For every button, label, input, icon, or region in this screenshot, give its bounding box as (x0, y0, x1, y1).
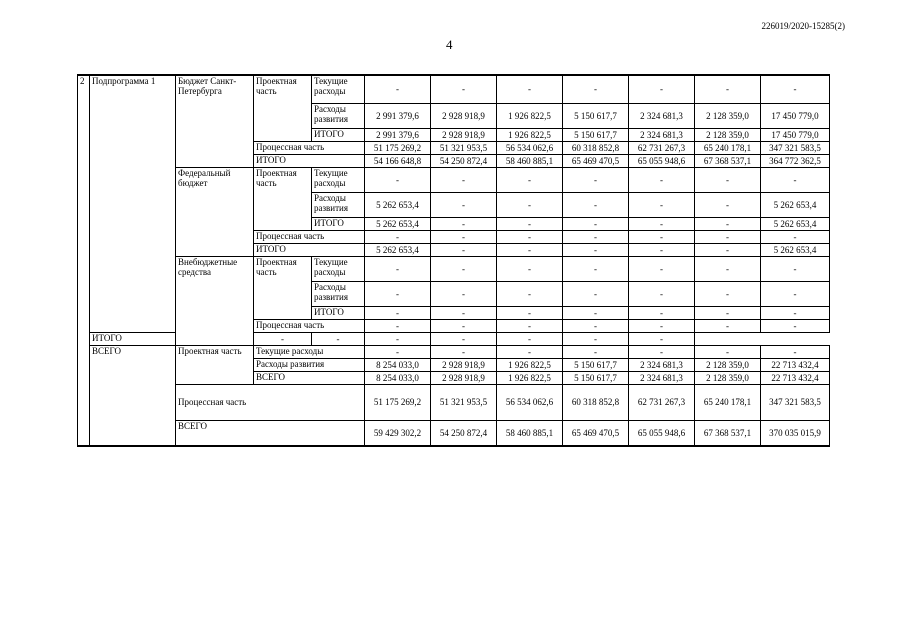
cell: 364 772 362,5 (761, 154, 830, 167)
cell: - (761, 345, 830, 358)
cell: - (761, 230, 830, 243)
table-row (78, 332, 830, 345)
cell: - (365, 332, 431, 345)
cell: 2 928 918,9 (431, 371, 497, 384)
program-name: Подпрограмма 1 (90, 75, 176, 332)
cell: - (695, 319, 761, 332)
cell: 5 150 617,7 (563, 358, 629, 371)
cell: - (497, 281, 563, 306)
cell: 22 713 432,4 (761, 371, 830, 384)
cell: - (431, 230, 497, 243)
proj-label: Проектная часть (254, 167, 312, 230)
cell: 51 321 953,5 (431, 141, 497, 154)
cell: 5 262 653,4 (761, 192, 830, 217)
cell: 65 240 178,1 (695, 141, 761, 154)
cell: 2 128 359,0 (695, 103, 761, 128)
current-label: Текущие расходы (312, 75, 365, 103)
cell: 51 321 953,5 (431, 384, 497, 420)
cell: - (761, 256, 830, 281)
table-row (78, 384, 830, 420)
cell: 58 460 885,1 (497, 420, 563, 446)
vsego-label: ВСЕГО (176, 420, 365, 446)
cell: - (695, 192, 761, 217)
cell: - (431, 281, 497, 306)
cell: 347 321 583,5 (761, 141, 830, 154)
itogo-label: ИТОГО (312, 217, 365, 230)
source-spb: Бюджет Санкт-Петербурга (176, 75, 254, 167)
itogo-label: ИТОГО (254, 154, 365, 167)
cell: - (365, 345, 431, 358)
cell: - (365, 281, 431, 306)
cell: 2 928 918,9 (431, 358, 497, 371)
process-label: Процессная часть (254, 141, 365, 154)
cell: - (629, 306, 695, 319)
table-row (78, 420, 830, 446)
cell: - (629, 256, 695, 281)
cell: 2 991 379,6 (365, 128, 431, 141)
cell: - (629, 319, 695, 332)
dev-label: Расходы развития (312, 192, 365, 217)
cell: - (563, 230, 629, 243)
cell: 5 262 653,4 (761, 217, 830, 230)
current-label: Текущие расходы (312, 167, 365, 192)
proj-label: Проектная часть (254, 256, 312, 319)
cell: - (563, 192, 629, 217)
cell: 8 254 033,0 (365, 371, 431, 384)
cell: 51 175 269,2 (365, 384, 431, 420)
cell: - (629, 217, 695, 230)
cell: - (431, 217, 497, 230)
cell: 65 055 948,6 (629, 420, 695, 446)
cell: - (695, 217, 761, 230)
cell: - (563, 332, 629, 345)
cell: 2 324 681,3 (629, 128, 695, 141)
cell: - (497, 319, 563, 332)
table-row (78, 75, 830, 103)
cell: - (497, 230, 563, 243)
current-label: Текущие расходы (312, 256, 365, 281)
cell: 1 926 822,5 (497, 358, 563, 371)
dev-label: Расходы развития (312, 281, 365, 306)
source-extra: Внебюджетные средства (176, 256, 254, 345)
cell: 54 166 648,8 (365, 154, 431, 167)
table-row (78, 345, 830, 358)
cell: - (629, 230, 695, 243)
total-label: ВСЕГО (90, 345, 176, 446)
cell: 1 926 822,5 (497, 103, 563, 128)
cell: - (629, 75, 695, 103)
cell: 62 731 267,3 (629, 384, 695, 420)
budget-table (77, 74, 830, 447)
cell: 5 150 617,7 (563, 103, 629, 128)
dev-label: Расходы развития (254, 358, 365, 371)
cell: - (497, 243, 563, 256)
cell: - (254, 332, 312, 345)
cell: - (497, 217, 563, 230)
cell: 2 128 359,0 (695, 358, 761, 371)
cell: - (431, 256, 497, 281)
cell: - (563, 345, 629, 358)
cell: - (629, 332, 695, 345)
cell: 54 250 872,4 (431, 154, 497, 167)
cell: - (695, 167, 761, 192)
cell: - (312, 332, 365, 345)
cell: 56 534 062,6 (497, 384, 563, 420)
cell: 8 254 033,0 (365, 358, 431, 371)
cell: - (761, 75, 830, 103)
cell: - (563, 167, 629, 192)
cell: - (563, 243, 629, 256)
cell: - (695, 345, 761, 358)
cell: 5 150 617,7 (563, 371, 629, 384)
cell: - (563, 281, 629, 306)
cell: - (365, 230, 431, 243)
cell: - (497, 306, 563, 319)
cell: - (695, 75, 761, 103)
source-federal: Федеральный бюджет (176, 167, 254, 256)
cell: 65 469 470,5 (563, 420, 629, 446)
process-label: Процессная часть (254, 230, 365, 243)
cell: - (695, 230, 761, 243)
cell: 59 429 302,2 (365, 420, 431, 446)
cell: - (365, 75, 431, 103)
cell: 2 128 359,0 (695, 128, 761, 141)
cell: 67 368 537,1 (695, 154, 761, 167)
current-label: Текущие расходы (254, 345, 365, 358)
cell: 2 128 359,0 (695, 371, 761, 384)
cell: - (431, 167, 497, 192)
cell: 17 450 779,0 (761, 103, 830, 128)
cell: 51 175 269,2 (365, 141, 431, 154)
cell: - (497, 192, 563, 217)
cell: - (365, 167, 431, 192)
cell: - (629, 281, 695, 306)
cell: - (695, 306, 761, 319)
cell: 65 240 178,1 (695, 384, 761, 420)
proj-label: Проектная часть (176, 345, 254, 384)
cell: - (497, 75, 563, 103)
cell: 56 534 062,6 (497, 141, 563, 154)
cell: - (497, 256, 563, 281)
page-number: 4 (446, 37, 453, 52)
cell: 22 713 432,4 (761, 358, 830, 371)
cell: - (629, 192, 695, 217)
cell: - (365, 319, 431, 332)
cell: - (761, 167, 830, 192)
table-row (78, 256, 830, 281)
itogo-label: ИТОГО (254, 243, 365, 256)
table-row (78, 167, 830, 192)
cell: 347 321 583,5 (761, 384, 830, 420)
cell: 370 035 015,9 (761, 420, 830, 446)
cell: 2 928 918,9 (431, 103, 497, 128)
vsego-label: ВСЕГО (254, 371, 365, 384)
cell: 5 262 653,4 (365, 192, 431, 217)
cell: 2 324 681,3 (629, 103, 695, 128)
itogo-label: ИТОГО (312, 306, 365, 319)
cell: 5 262 653,4 (365, 217, 431, 230)
cell: - (497, 345, 563, 358)
process-label: Процессная часть (254, 319, 365, 332)
cell: 65 469 470,5 (563, 154, 629, 167)
cell: 2 324 681,3 (629, 371, 695, 384)
cell: 62 731 267,3 (629, 141, 695, 154)
cell: - (431, 192, 497, 217)
dev-label: Расходы развития (312, 103, 365, 128)
proj-label: Проектная часть (254, 75, 312, 141)
cell: 2 928 918,9 (431, 128, 497, 141)
cell: - (431, 345, 497, 358)
row-number: 2 (78, 75, 90, 446)
cell: - (695, 256, 761, 281)
cell: - (761, 281, 830, 306)
cell: 5 262 653,4 (761, 243, 830, 256)
cell: - (431, 332, 497, 345)
cell: - (563, 306, 629, 319)
cell: 1 926 822,5 (497, 371, 563, 384)
cell: - (431, 319, 497, 332)
cell: 67 368 537,1 (695, 420, 761, 446)
process-label: Процессная часть (176, 384, 365, 420)
cell: 5 262 653,4 (365, 243, 431, 256)
cell: 60 318 852,8 (563, 141, 629, 154)
cell: - (761, 306, 830, 319)
cell: - (431, 243, 497, 256)
cell: 65 055 948,6 (629, 154, 695, 167)
itogo-label: ИТОГО (90, 332, 254, 345)
cell: - (563, 319, 629, 332)
cell: - (431, 306, 497, 319)
cell: - (695, 243, 761, 256)
cell: - (563, 217, 629, 230)
cell: - (497, 332, 563, 345)
cell: - (563, 256, 629, 281)
itogo-label: ИТОГО (312, 128, 365, 141)
cell: - (629, 167, 695, 192)
cell: 58 460 885,1 (497, 154, 563, 167)
cell: 1 926 822,5 (497, 128, 563, 141)
cell: - (563, 75, 629, 103)
cell: - (365, 306, 431, 319)
document-number: 226019/2020-15285(2) (761, 21, 845, 31)
cell: - (629, 243, 695, 256)
cell: 60 318 852,8 (563, 384, 629, 420)
cell: 2 991 379,6 (365, 103, 431, 128)
cell: - (497, 167, 563, 192)
cell: 17 450 779,0 (761, 128, 830, 141)
cell: - (695, 281, 761, 306)
cell: 2 324 681,3 (629, 358, 695, 371)
cell: 54 250 872,4 (431, 420, 497, 446)
cell: 5 150 617,7 (563, 128, 629, 141)
cell: - (629, 345, 695, 358)
cell: - (365, 256, 431, 281)
cell: - (431, 75, 497, 103)
cell: - (761, 319, 830, 332)
